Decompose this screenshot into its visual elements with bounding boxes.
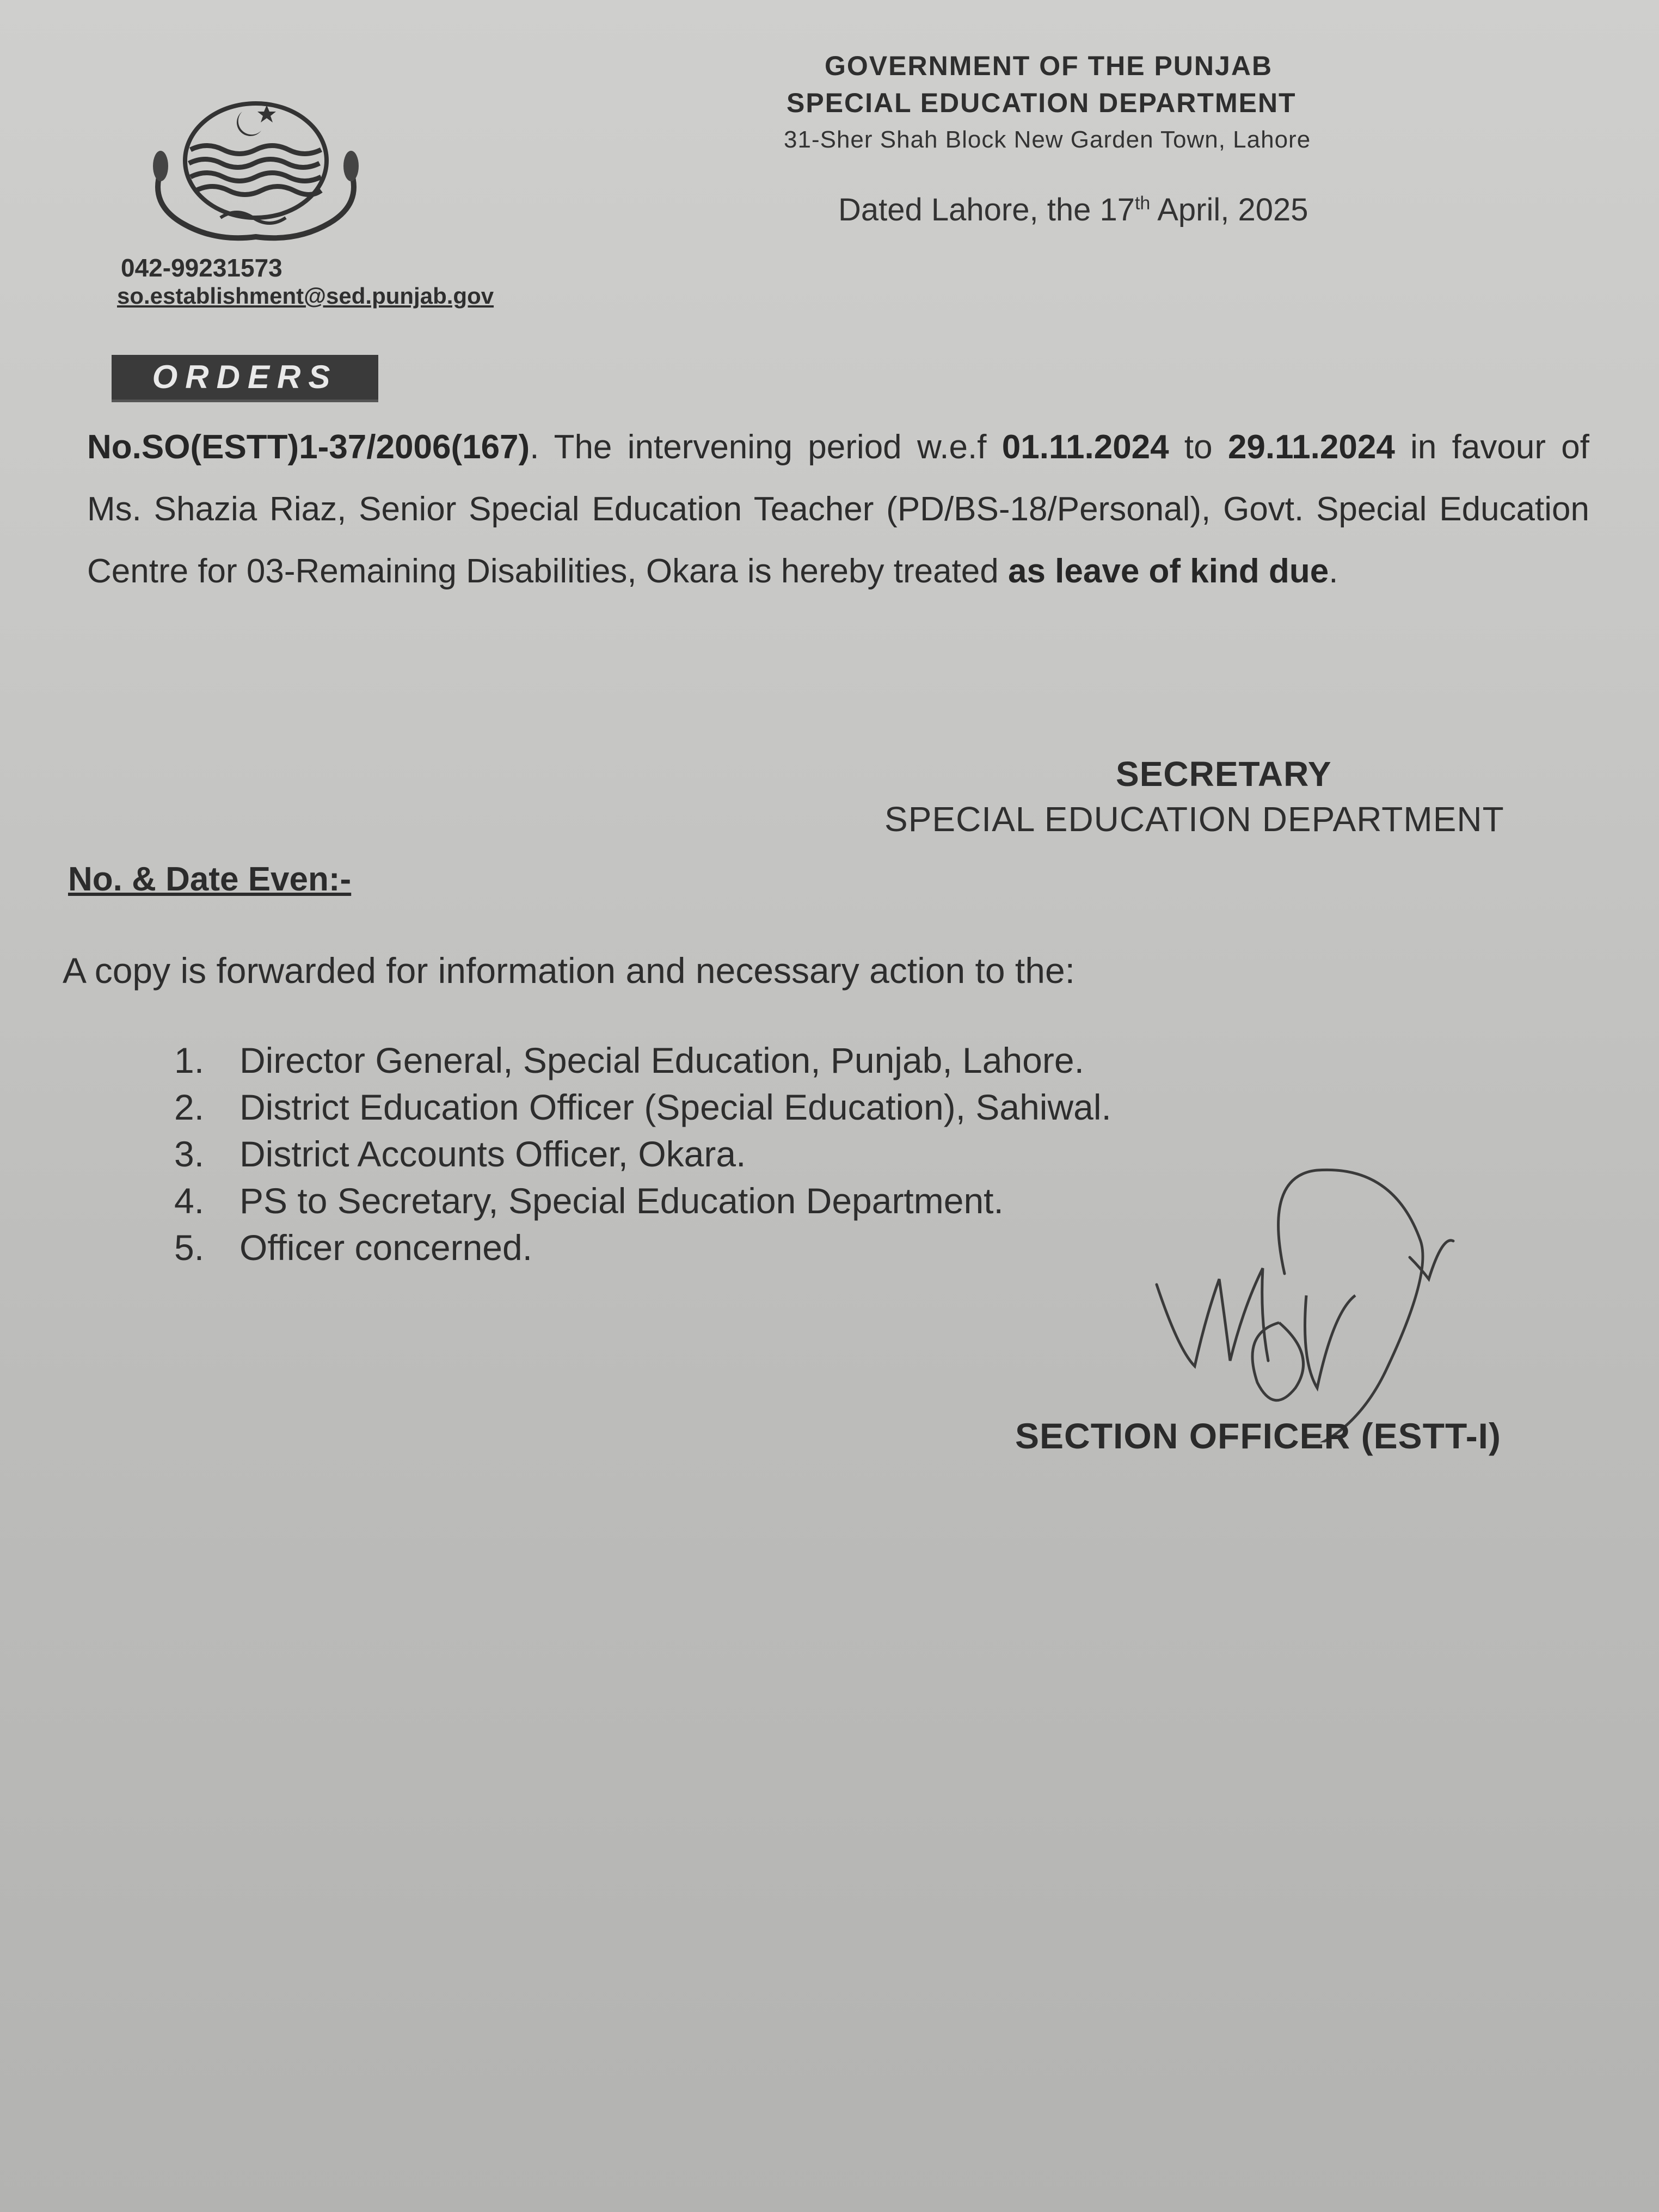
contact-email: so.establishment@sed.punjab.gov [117, 283, 494, 309]
section-officer-title: SECTION OFFICER (ESTT-I) [1015, 1416, 1501, 1456]
list-item: 3. District Accounts Officer, Okara. [174, 1134, 746, 1174]
list-item: 1. Director General, Special Education, Punjab, Lahore. [174, 1040, 1084, 1080]
date-from: 01.11.2024 [1001, 428, 1169, 466]
list-item: 5. Officer concerned. [174, 1227, 533, 1268]
order-number: No.SO(ESTT)1-37/2006(167) [87, 428, 530, 466]
orders-label: ORDERS [112, 355, 378, 402]
leave-treatment: as leave of kind due [1007, 552, 1329, 590]
punjab-emblem-icon [139, 90, 373, 248]
secretary-department: SPECIAL EDUCATION DEPARTMENT [884, 800, 1504, 839]
contact-phone: 042-99231573 [121, 254, 282, 282]
order-paragraph: No.SO(ESTT)1-37/2006(167). The intervening period w.e.f 01.11.2024 to 29.11.2024 in favour of Ms. Shazia Riaz, Senior Special Education Teacher (PD/BS-18/Personal), Govt. Special Education Centre for 03-Remaining Disabilities, Okara is hereby treated as leave of kind due. [87, 428, 1589, 590]
list-item: 4. PS to Secretary, Special Education Department. [174, 1181, 1004, 1221]
header-department: SPECIAL EDUCATION DEPARTMENT [787, 88, 1297, 118]
no-date-even: No. & Date Even:- [68, 861, 352, 898]
date-to: 29.11.2024 [1227, 428, 1395, 466]
list-item: 2. District Education Officer (Special Education), Sahiwal. [174, 1087, 1111, 1127]
order-date: Dated Lahore, the 17th April, 2025 [838, 192, 1308, 228]
header-address: 31-Sher Shah Block New Garden Town, Lahore [784, 126, 1311, 153]
signature-icon [1148, 1159, 1508, 1442]
copy-forwarded-text: A copy is forwarded for information and necessary action to the: [63, 950, 1075, 991]
secretary-title: SECRETARY [1116, 754, 1332, 794]
header-government: GOVERNMENT OF THE PUNJAB [825, 51, 1273, 81]
recipient-list [174, 1037, 1111, 1271]
